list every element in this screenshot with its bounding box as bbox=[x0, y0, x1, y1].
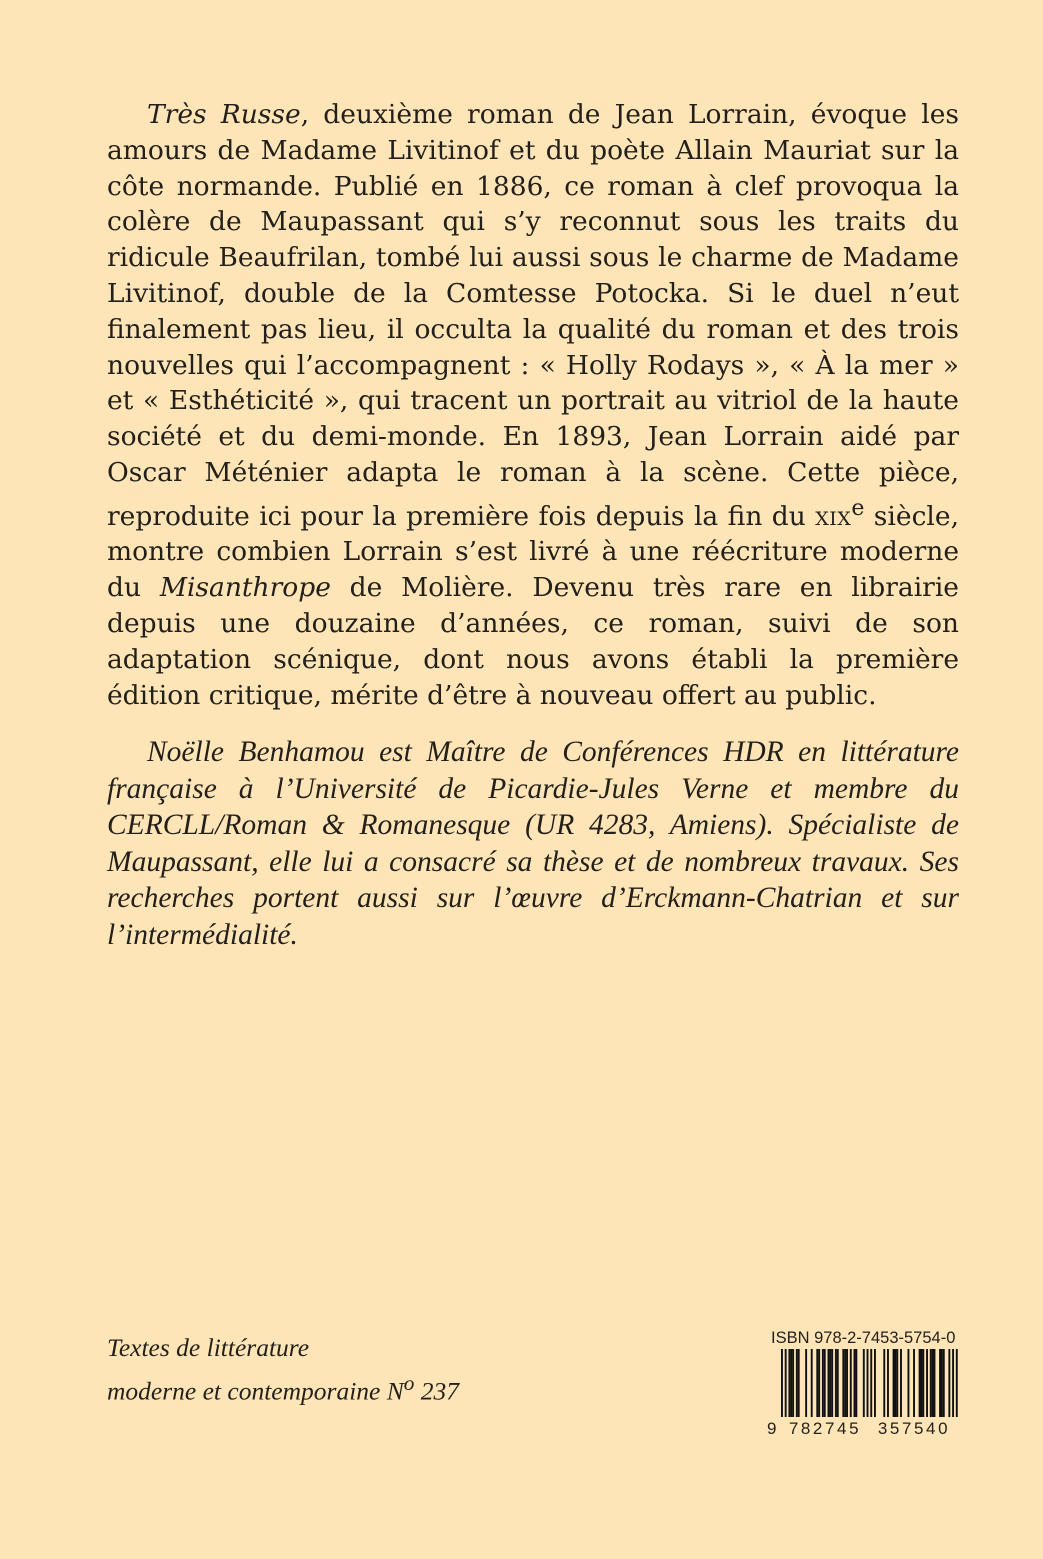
barcode-bar bbox=[811, 1349, 813, 1417]
barcode-bar bbox=[896, 1349, 898, 1417]
century-superscript: e bbox=[851, 495, 865, 521]
barcode-bar bbox=[850, 1349, 852, 1417]
barcode-bar bbox=[934, 1349, 936, 1417]
century-numeral: xix bbox=[815, 500, 852, 532]
barcode-digits-right: 357540 bbox=[877, 1419, 951, 1438]
description-text-2: siècle, montre combien Lorrain s’est livré à une réécriture moderne du bbox=[107, 500, 959, 604]
isbn-label: ISBN 978-2-7453-5754-0 bbox=[771, 1329, 956, 1347]
series-line-1: Textes de littérature bbox=[107, 1333, 310, 1362]
isbn-barcode bbox=[767, 1329, 965, 1443]
barcode-bar bbox=[913, 1349, 915, 1417]
barcode-bar bbox=[907, 1349, 909, 1417]
barcode-bar bbox=[818, 1349, 820, 1417]
barcode-bar bbox=[943, 1349, 945, 1417]
barcode-bar bbox=[941, 1349, 943, 1417]
series-line-2 bbox=[107, 1366, 459, 1409]
barcode-bar bbox=[846, 1349, 848, 1417]
barcode-bar bbox=[863, 1349, 865, 1417]
series-number-sign: o bbox=[403, 1370, 415, 1395]
barcode-bar bbox=[816, 1349, 818, 1417]
barcode-bar bbox=[939, 1349, 941, 1417]
barcode-bar bbox=[900, 1349, 902, 1417]
barcode-bar bbox=[874, 1349, 876, 1417]
barcode-bar bbox=[788, 1349, 790, 1417]
barcode-bar bbox=[922, 1349, 924, 1417]
play-title: Misanthrope bbox=[159, 572, 331, 604]
barcode-bar bbox=[792, 1349, 794, 1417]
barcode-bar bbox=[835, 1349, 837, 1417]
barcode-bar bbox=[921, 1349, 923, 1417]
series-info bbox=[107, 1331, 459, 1409]
barcode-bar bbox=[837, 1349, 839, 1417]
barcode-bar bbox=[831, 1349, 833, 1417]
barcode-bar bbox=[790, 1349, 792, 1417]
book-title: Très Russe bbox=[147, 99, 301, 130]
barcode-bar bbox=[887, 1349, 889, 1417]
barcode-bar bbox=[893, 1349, 895, 1417]
series-name: moderne et contemporaine N bbox=[107, 1376, 404, 1405]
barcode-bar bbox=[828, 1349, 830, 1417]
barcode-bar bbox=[883, 1349, 885, 1417]
barcode-bar bbox=[844, 1349, 846, 1417]
barcode-bar bbox=[798, 1349, 800, 1417]
description-text-1: , deuxième roman de Jean Lorrain, évoque les amours de Madame Livitinof et du poète Allain Mauriat sur la côte normande. Publié en 1886, ce roman à clef provoqua la colère de Maupassant qui s’y reconnut sous les traits du ridicule Beaufrilan, tombé lui aussi sous le charme de Madame Livitinof, double de la Comtesse Potocka. Si le duel n’eut finalement pas lieu, il occulta la qualité du roman et des trois nouvelles qui l’accompagnent : « Holly Rodays », « À la mer » et « Esthéticité », qui tracent un portrait au vitriol de la haute société et du demi-monde. En 1893, Jean Lorrain aidé par Oscar Méténier adapta le roman à la scène. Cette pièce, reproduite ici pour la première fois depuis la fin du bbox=[107, 99, 959, 532]
barcode-bar bbox=[932, 1349, 934, 1417]
description-text-3: de Molière. Devenu très rare en librairie depuis une douzaine d’années, ce roman, suivi de son adaptation scénique, dont nous avons établi la première édition critique, mérite d’être à nouveau offert au public. bbox=[107, 572, 959, 711]
author-bio: Noëlle Benhamou est Maître de Conférences HDR en littérature française à l’Université de Picardie-Jules Verne et membre du CERCLL/Roman & Romanesque (UR 4283, Amiens). Spécialiste de Maupassant, elle lui a consacré sa thèse et de nombreux travaux. Ses recherches portent aussi sur l’œuvre d’Erckmann-Chatrian et sur l’intermédialité. bbox=[107, 736, 959, 951]
barcode-bar bbox=[894, 1349, 896, 1417]
barcode-bar bbox=[842, 1349, 844, 1417]
barcode-bar bbox=[855, 1349, 857, 1417]
barcode-digit-first: 9 bbox=[767, 1419, 777, 1438]
series-number: 237 bbox=[414, 1376, 459, 1405]
barcode-bar bbox=[824, 1349, 826, 1417]
barcode-bar bbox=[796, 1349, 798, 1417]
barcode-bar bbox=[829, 1349, 831, 1417]
barcode-digits bbox=[767, 1417, 965, 1441]
barcode-bar bbox=[805, 1349, 807, 1417]
barcode-bar bbox=[919, 1349, 921, 1417]
description-paragraph bbox=[107, 97, 959, 713]
barcode-bar bbox=[930, 1349, 932, 1417]
barcode-bar bbox=[854, 1349, 856, 1417]
barcode-digits-left: 782745 bbox=[788, 1419, 862, 1438]
barcode-bar bbox=[948, 1349, 950, 1417]
barcode-bar bbox=[822, 1349, 824, 1417]
barcode-bar bbox=[926, 1349, 928, 1417]
